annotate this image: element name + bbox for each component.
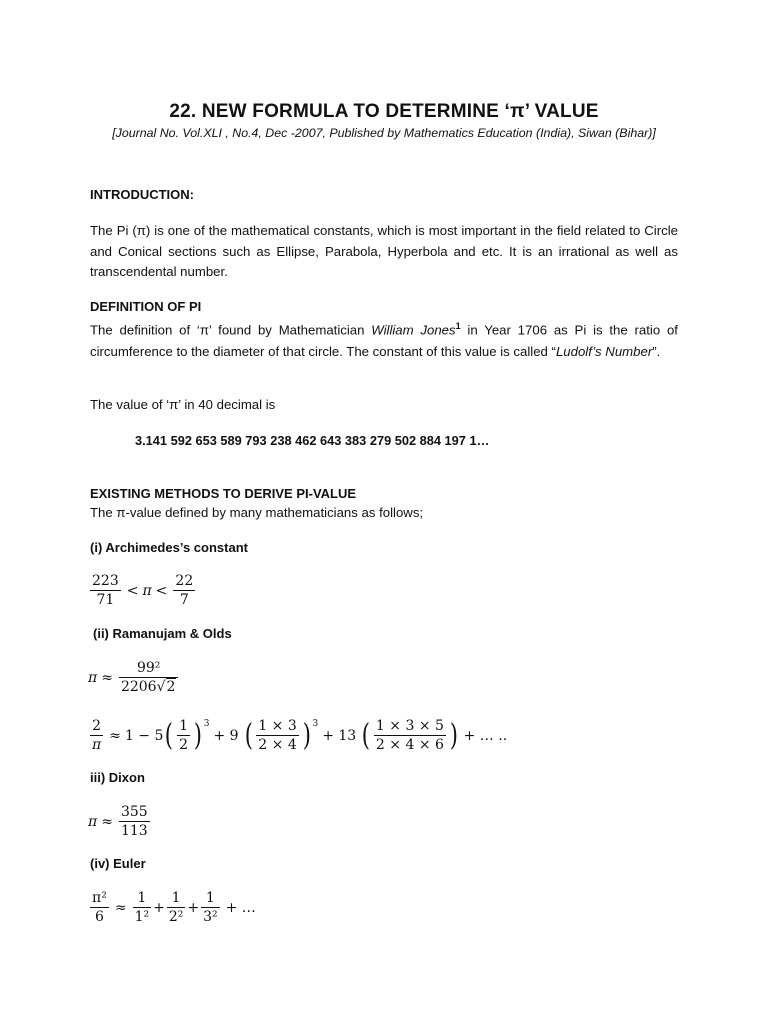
plus-sign: + (187, 899, 200, 916)
term-1: 1 − 5 (124, 727, 164, 744)
denominator: 7 (179, 592, 189, 608)
definition-heading: DEFINITION OF PI (90, 299, 202, 314)
frac-1-3sq (201, 889, 220, 926)
exponent: 3 (203, 719, 210, 729)
radicand: 2 (166, 679, 176, 695)
mathematician-name: William Jones (371, 322, 456, 338)
dixon-heading: iii) Dixon (90, 770, 145, 785)
numerator: π² (92, 890, 107, 906)
approx-sign: ≈ (114, 899, 127, 916)
denominator: π (92, 737, 102, 753)
less-than: < (126, 582, 139, 599)
definition-text-3: ”. (652, 343, 661, 359)
numerator: 355 (120, 804, 148, 820)
ramanujam-heading: (ii) Ramanujam & Olds (93, 626, 232, 641)
numerator: 22 (175, 573, 194, 589)
definition-paragraph (90, 316, 678, 362)
left-paren: ( (244, 717, 253, 753)
approx-sign: ≈ (109, 727, 121, 744)
numerator: 1 (179, 718, 189, 734)
footnote-ref: 1 (455, 321, 461, 331)
exponent: 3 (312, 719, 319, 729)
denominator: 2 × 4 (258, 737, 297, 753)
series-tail: + … .. (463, 727, 508, 744)
definition-text-2: in Year 1706 as Pi is the ratio of circumference to the diameter of that circle. The constant of this value is called “ (90, 322, 678, 359)
series-tail: + … (225, 899, 256, 916)
less-than: < (155, 582, 168, 599)
euler-heading: (iv) Euler (90, 856, 146, 871)
frac-2-pi (90, 717, 103, 754)
denominator: 2 (179, 737, 189, 753)
approx-sign: ≈ (101, 669, 113, 686)
ludolf-number: Ludolf’s Number (555, 343, 653, 359)
journal-citation: [Journal No. Vol.XLI , No.4, Dec -2007, Published by Mathematics Education (India), Siwan (Bihar)] (112, 126, 656, 140)
pi-symbol: π (142, 582, 152, 599)
frac-1-2 (177, 717, 190, 754)
methods-heading: EXISTING METHODS TO DERIVE PI-VALUE (90, 486, 357, 501)
numerator: 2 (90, 717, 103, 736)
denominator: 1² (134, 909, 150, 925)
term-3-coef: + 13 (322, 727, 357, 744)
numerator: 1 (167, 889, 186, 908)
dixon-formula (88, 803, 152, 840)
denominator (119, 678, 178, 696)
definition-text-1: The definition of ‘π’ found by Mathematician (90, 322, 372, 338)
pi-digits: 3.141 592 653 589 793 238 462 643 383 279 502 884 197 1… (135, 433, 490, 448)
denominator: 2² (168, 909, 184, 925)
frac-1-2sq (167, 889, 186, 926)
plus-sign: + (153, 899, 165, 916)
denominator: 6 (94, 909, 104, 925)
ramanujam-formula-2 (88, 717, 511, 754)
numerator: 1 × 3 × 5 (375, 718, 444, 734)
euler-formula (88, 889, 260, 926)
pi-symbol: π (88, 669, 98, 686)
archimedes-formula (88, 572, 197, 609)
frac-223-71 (90, 572, 121, 609)
frac-99sq (119, 659, 178, 696)
numerator: 1 (133, 889, 152, 908)
right-paren: ) (449, 717, 458, 753)
right-paren: ) (193, 717, 202, 753)
frac-pisq-6 (90, 889, 109, 926)
frac-22-7 (173, 572, 195, 609)
ramanujam-formula-1 (88, 659, 180, 696)
methods-intro: The π-value defined by many mathematicians as follows; (90, 505, 424, 520)
page-title: 22. NEW FORMULA TO DETERMINE ‘π’ VALUE (169, 101, 599, 122)
numerator: 99² (119, 659, 178, 678)
numerator: 1 (201, 889, 220, 908)
frac-1x3x5-2x4x6 (374, 717, 446, 754)
pi-symbol: π (88, 813, 98, 830)
term-2-coef: + 9 (213, 727, 239, 744)
frac-1-1sq (133, 889, 152, 926)
archimedes-heading: (i) Archimedes’s constant (90, 540, 248, 555)
left-paren: ( (361, 717, 371, 753)
denominator: 3² (203, 909, 218, 925)
denominator: 71 (96, 592, 115, 608)
denominator-coefficient: 2206 (120, 679, 157, 695)
right-paren: ) (302, 717, 311, 753)
intro-paragraph: The Pi (π) is one of the mathematical constants, which is most important in the field related to Circle and Conical sections such as Ellipse, Parabola, Hyperbola and etc. It is an irrational as well as transcendental number. (90, 223, 678, 279)
numerator: 223 (92, 573, 119, 589)
approx-sign: ≈ (101, 813, 113, 830)
denominator: 113 (120, 823, 148, 839)
numerator: 1 × 3 (258, 718, 297, 734)
intro-heading: INTRODUCTION: (90, 187, 194, 202)
denominator: 2 × 4 × 6 (375, 737, 444, 753)
frac-355-113 (119, 803, 150, 840)
pi-value-label: The value of ‘π’ in 40 decimal is (90, 397, 276, 412)
left-paren: ( (165, 717, 174, 753)
sqrt-sign: √2 (156, 679, 176, 695)
frac-1x3-2x4 (256, 717, 298, 754)
